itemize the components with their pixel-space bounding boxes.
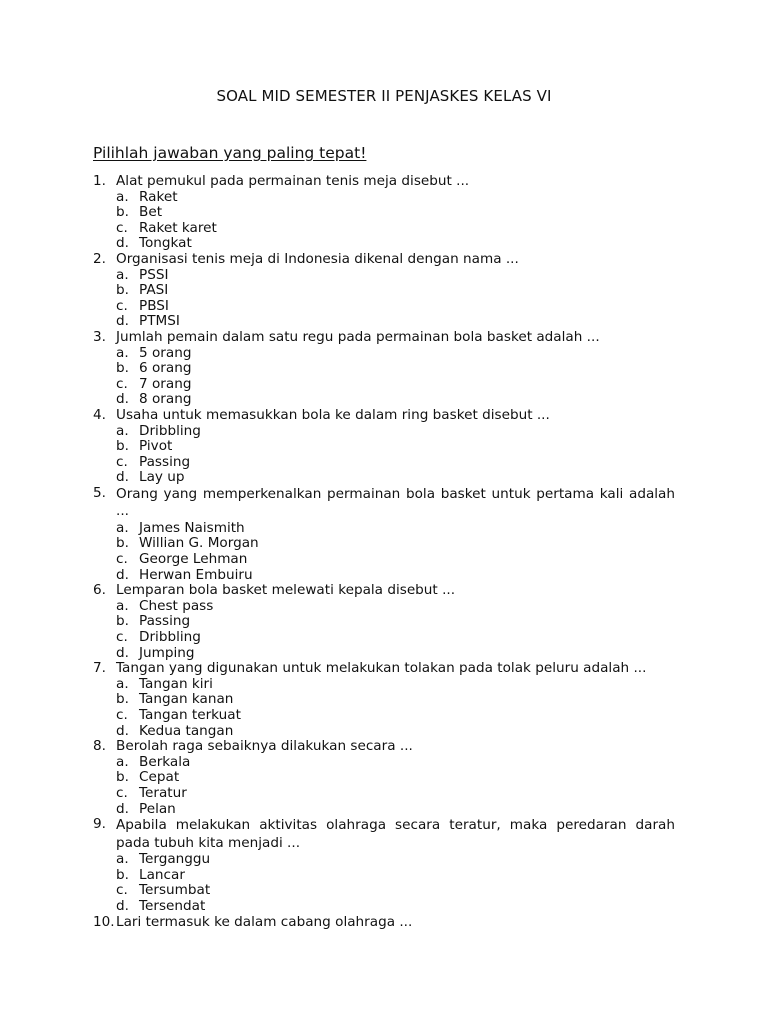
- answer-option: [116, 455, 675, 471]
- option-text: Tangan kiri: [139, 675, 213, 692]
- answer-option: [116, 268, 675, 284]
- answer-option: [116, 630, 675, 646]
- answer-option: [116, 883, 675, 899]
- answer-option: [116, 568, 675, 584]
- option-letter: b.: [116, 360, 129, 377]
- option-text: 8 orang: [139, 391, 192, 408]
- option-text: Chest pass: [139, 597, 214, 614]
- question-number: 8.: [93, 738, 106, 755]
- option-text: James Naismith: [139, 519, 245, 536]
- option-letter: b.: [116, 769, 129, 786]
- option-letter: d.: [116, 566, 129, 583]
- answer-option: [116, 283, 675, 299]
- document-title: SOAL MID SEMESTER II PENJASKES KELAS VI: [216, 87, 552, 105]
- question-text: Apabila melakukan aktivitas olahraga secara teratur, maka peredaran darah pada tubuh kita menjadi ...: [116, 817, 675, 851]
- option-letter: c.: [116, 551, 128, 568]
- option-text: Pivot: [139, 438, 173, 455]
- question-item: [93, 915, 675, 931]
- question-text: Alat pemukul pada permainan tenis meja disebut ...: [116, 173, 470, 189]
- option-letter: c.: [116, 882, 128, 899]
- option-letter: b.: [116, 204, 129, 221]
- question-item: [93, 252, 675, 268]
- option-letter: a.: [116, 344, 129, 361]
- option-text: Raket karet: [139, 219, 217, 236]
- answer-option: [116, 424, 675, 440]
- question-text: Organisasi tenis meja di Indonesia dikenal dengan nama ...: [116, 250, 519, 267]
- option-letter: d.: [116, 391, 129, 408]
- option-text: Terganggu: [139, 851, 211, 868]
- answer-option: [116, 521, 675, 537]
- option-letter: c.: [116, 784, 128, 801]
- answer-option: [116, 770, 675, 786]
- answer-option: [116, 802, 675, 818]
- option-text: Pelan: [139, 800, 176, 817]
- question-number: 1.: [93, 173, 106, 189]
- instruction-heading: Pilihlah jawaban yang paling tepat!: [93, 144, 367, 162]
- option-text: 6 orang: [139, 360, 192, 377]
- option-text: George Lehman: [139, 551, 248, 568]
- option-text: 7 orang: [139, 375, 192, 392]
- option-letter: c.: [116, 219, 128, 236]
- question-item: [93, 739, 675, 755]
- question-number: 4.: [93, 406, 106, 423]
- option-letter: c.: [116, 707, 128, 723]
- option-text: Teratur: [139, 784, 187, 801]
- option-letter: c.: [116, 453, 128, 470]
- answer-option: [116, 708, 675, 724]
- option-letter: d.: [116, 897, 129, 914]
- option-letter: b.: [116, 535, 129, 552]
- answer-option: [116, 205, 675, 221]
- option-letter: d.: [116, 722, 129, 739]
- option-text: Passing: [139, 613, 191, 630]
- option-text: Cepat: [139, 769, 180, 786]
- question-number: 6.: [93, 582, 106, 599]
- answer-option: [116, 692, 675, 708]
- question-text: Lari termasuk ke dalam cabang olahraga ...: [116, 913, 413, 930]
- answer-option: [116, 552, 675, 568]
- option-text: PTMSI: [139, 313, 180, 330]
- question-number: 2.: [93, 250, 106, 267]
- answer-option: [116, 786, 675, 802]
- answer-option: [116, 724, 675, 740]
- question-item: [93, 408, 675, 424]
- question-list: [93, 174, 675, 930]
- option-text: Tangan terkuat: [139, 707, 241, 723]
- question-number: 5.: [93, 484, 106, 501]
- option-letter: a.: [116, 675, 129, 692]
- option-letter: a.: [116, 188, 129, 205]
- option-text: Lay up: [139, 469, 185, 486]
- answer-option: [116, 190, 675, 206]
- option-letter: d.: [116, 235, 129, 252]
- option-letter: c.: [116, 375, 128, 392]
- answer-option: [116, 755, 675, 771]
- answer-option: [116, 646, 675, 662]
- answer-option: [116, 852, 675, 868]
- question-text: Usaha untuk memasukkan bola ke dalam ring basket disebut ...: [116, 406, 550, 423]
- option-text: Tersendat: [139, 897, 206, 914]
- answer-option: [116, 599, 675, 615]
- option-text: Bet: [139, 204, 163, 221]
- question-item: [93, 817, 675, 852]
- option-text: PSSI: [139, 266, 169, 283]
- option-letter: b.: [116, 613, 129, 630]
- option-text: Berkala: [139, 753, 191, 770]
- option-letter: c.: [116, 629, 128, 646]
- option-letter: a.: [116, 851, 129, 868]
- option-text: Dribbling: [139, 629, 201, 646]
- option-text: Willian G. Morgan: [139, 535, 259, 552]
- answer-option: [116, 470, 675, 486]
- option-letter: d.: [116, 469, 129, 486]
- answer-option: [116, 677, 675, 693]
- question-text: Orang yang memperkenalkan permainan bola basket untuk pertama kali adalah ...: [116, 485, 675, 520]
- question-item: [93, 486, 675, 521]
- option-text: 5 orang: [139, 344, 192, 361]
- question-text: Lemparan bola basket melewati kepala disebut ...: [116, 582, 456, 599]
- option-letter: b.: [116, 866, 129, 883]
- question-item: [93, 583, 675, 599]
- question-text: Tangan yang digunakan untuk melakukan tolakan pada tolak peluru adalah ...: [116, 660, 647, 677]
- option-letter: a.: [116, 597, 129, 614]
- option-text: Tongkat: [139, 235, 192, 252]
- option-text: Herwan Embuiru: [139, 566, 253, 583]
- answer-option: [116, 868, 675, 884]
- option-text: Raket: [139, 188, 178, 205]
- question-item: [93, 661, 675, 677]
- question-text: Berolah raga sebaiknya dilakukan secara ...: [116, 738, 413, 755]
- question-item: [93, 330, 675, 346]
- option-letter: b.: [116, 282, 129, 299]
- answer-option: [116, 299, 675, 315]
- option-letter: a.: [116, 266, 129, 283]
- answer-option: [116, 377, 675, 393]
- option-letter: b.: [116, 438, 129, 455]
- option-text: Dribbling: [139, 422, 201, 439]
- answer-option: [116, 314, 675, 330]
- answer-option: [116, 899, 675, 915]
- option-text: Lancar: [139, 866, 185, 883]
- option-letter: d.: [116, 644, 129, 661]
- option-text: Passing: [139, 453, 191, 470]
- answer-option: [116, 346, 675, 362]
- question-number: 3.: [93, 328, 106, 345]
- answer-option: [116, 361, 675, 377]
- option-text: Jumping: [139, 644, 195, 661]
- option-text: Tersumbat: [139, 882, 211, 899]
- answer-option: [116, 614, 675, 630]
- option-text: Kedua tangan: [139, 722, 234, 739]
- question-text: Jumlah pemain dalam satu regu pada permainan bola basket adalah ...: [116, 328, 600, 345]
- option-letter: b.: [116, 691, 129, 708]
- answer-option: [116, 536, 675, 552]
- answer-option: [116, 392, 675, 408]
- option-letter: a.: [116, 753, 129, 770]
- option-letter: a.: [116, 519, 129, 536]
- question-item: [93, 174, 675, 190]
- question-number: 9.: [93, 816, 106, 833]
- answer-option: [116, 221, 675, 237]
- question-number: 7.: [93, 660, 106, 677]
- option-text: PASI: [139, 282, 169, 299]
- question-number: 10.: [93, 913, 115, 930]
- option-letter: d.: [116, 313, 129, 330]
- answer-option: [116, 439, 675, 455]
- option-letter: a.: [116, 422, 129, 439]
- option-letter: c.: [116, 297, 128, 314]
- option-letter: d.: [116, 800, 129, 817]
- option-text: Tangan kanan: [139, 691, 234, 708]
- answer-option: [116, 236, 675, 252]
- option-text: PBSI: [139, 297, 169, 314]
